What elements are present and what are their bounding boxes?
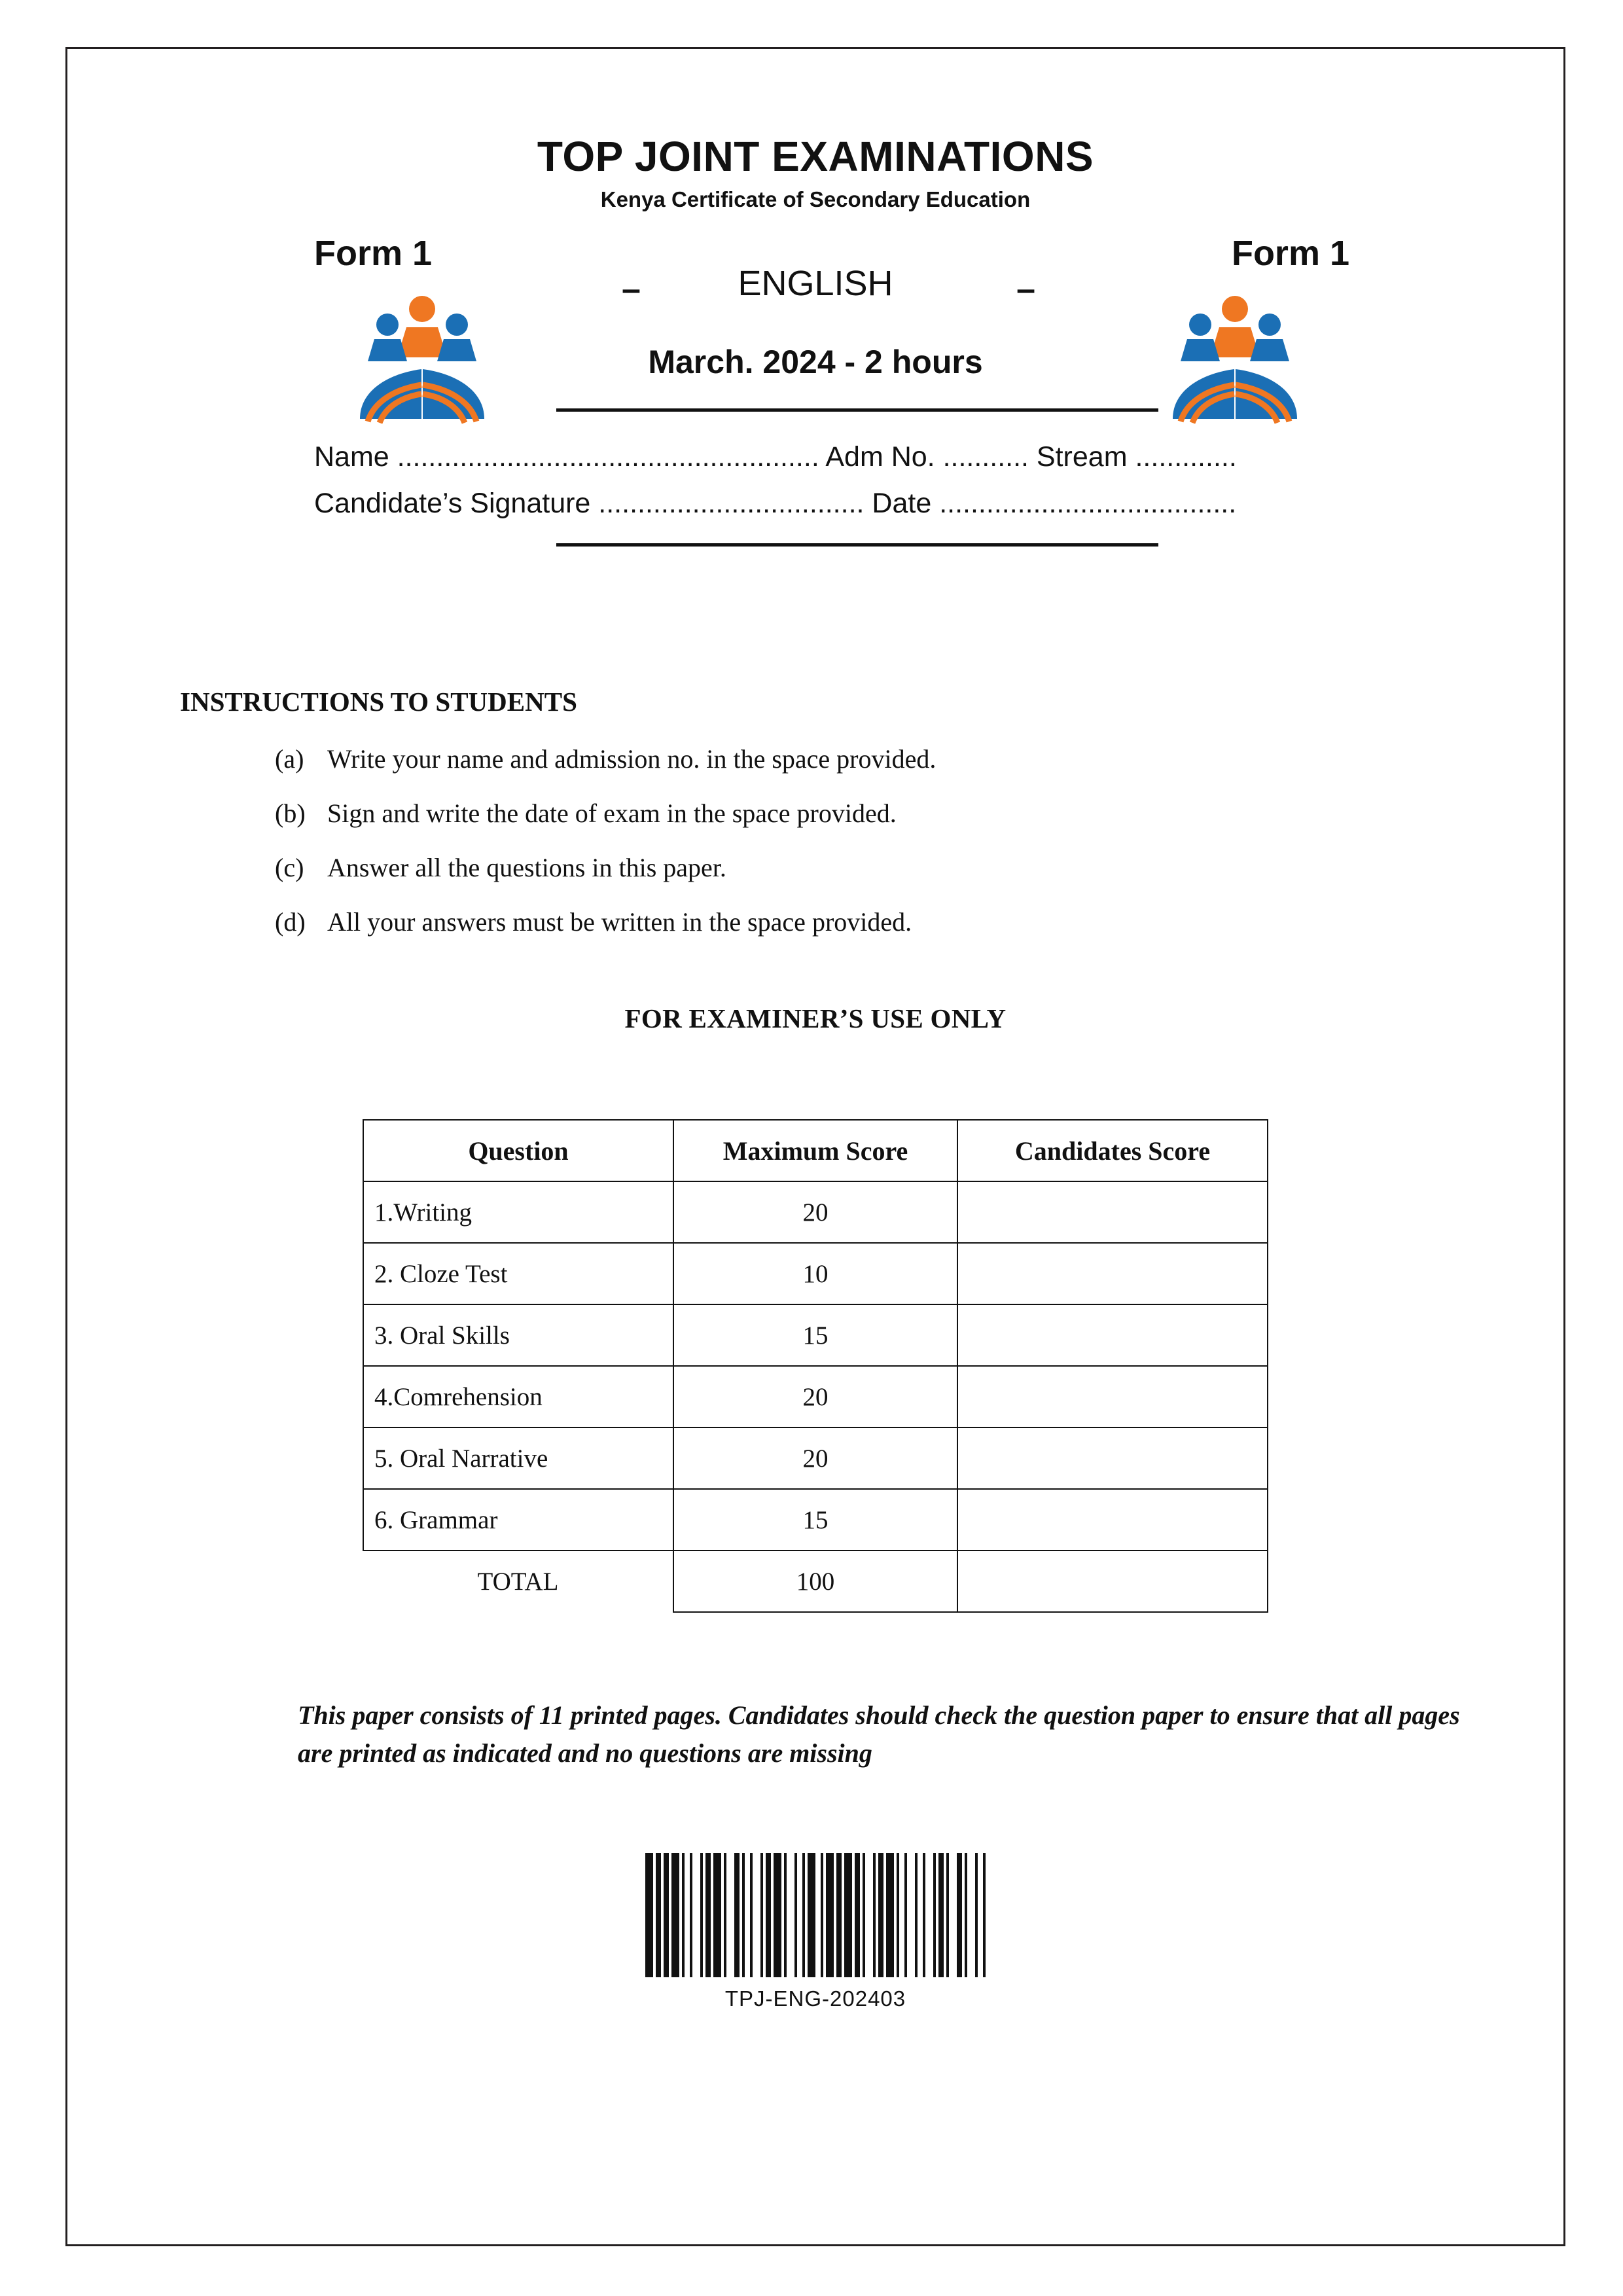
page-count-note: This paper consists of 11 printed pages. Candidates should check the question paper to ensure that all pages are printed as indicated and no questions are missing xyxy=(298,1700,1460,1768)
cell-candidate-score[interactable] xyxy=(957,1181,1268,1243)
cell-candidate-score[interactable] xyxy=(957,1304,1268,1366)
cell-question: 4.Comrehension xyxy=(363,1366,673,1427)
form-level-left: Form 1 xyxy=(314,234,433,273)
students-with-open-book-icon xyxy=(1153,291,1317,428)
cell-maximum-score: 15 xyxy=(673,1489,957,1551)
list-item xyxy=(275,744,1565,774)
table-row xyxy=(363,1304,1268,1366)
exam-sitting: March. 2024 - 2 hours xyxy=(648,344,983,380)
cell-question: 2. Cloze Test xyxy=(363,1243,673,1304)
cell-candidate-score[interactable] xyxy=(957,1366,1268,1427)
list-item xyxy=(275,852,1565,883)
list-item-label: (b) xyxy=(275,798,306,828)
list-item-text: Sign and write the date of exam in the space provided. xyxy=(327,798,897,828)
table-row xyxy=(363,1489,1268,1551)
page-content xyxy=(65,47,1565,2246)
dash-left: – xyxy=(622,270,641,308)
barcode-label: TPJ-ENG-202403 xyxy=(724,1986,906,2011)
score-table-wrapper xyxy=(65,1119,1565,1613)
barcode-image xyxy=(645,1853,986,1977)
column-header-maximum-score: Maximum Score xyxy=(673,1120,957,1181)
cell-candidate-score[interactable] xyxy=(957,1427,1268,1489)
form-level-right: Form 1 xyxy=(1231,234,1349,273)
list-item-text: Answer all the questions in this paper. xyxy=(327,853,726,882)
list-item-text: Write your name and admission no. in the space provided. xyxy=(327,744,936,774)
score-table xyxy=(363,1119,1268,1613)
cell-question: 1.Writing xyxy=(363,1181,673,1243)
column-header-question: Question xyxy=(363,1120,673,1181)
instructions-heading: INSTRUCTIONS TO STUDENTS xyxy=(180,687,577,717)
instructions-list xyxy=(275,744,1565,937)
signature-date-field[interactable]: Candidate’s Signature .................................. Date ...................................... xyxy=(314,488,1237,519)
cell-maximum-score: 20 xyxy=(673,1366,957,1427)
examiner-use-heading: FOR EXAMINER’S USE ONLY xyxy=(624,1003,1007,1033)
table-row xyxy=(363,1243,1268,1304)
students-with-open-book-icon xyxy=(340,291,504,428)
list-item xyxy=(275,798,1565,829)
table-header-row xyxy=(363,1120,1268,1181)
cell-total-maximum: 100 xyxy=(673,1551,957,1612)
list-item-label: (c) xyxy=(275,853,304,882)
table-row xyxy=(363,1181,1268,1243)
table-row xyxy=(363,1366,1268,1427)
name-adm-stream-field[interactable]: Name ...................................................... Adm No. ........... Stream ............. xyxy=(314,441,1237,473)
list-item-text: All your answers must be written in the space provided. xyxy=(327,907,912,937)
header xyxy=(65,132,1565,630)
page-title: TOP JOINT EXAMINATIONS xyxy=(537,133,1094,180)
cell-question: 5. Oral Narrative xyxy=(363,1427,673,1489)
exam-subtitle: Kenya Certificate of Secondary Education xyxy=(600,187,1031,211)
subject-name: ENGLISH xyxy=(738,264,893,303)
list-item-label: (a) xyxy=(275,744,304,774)
column-header-candidates-score: Candidates Score xyxy=(957,1120,1268,1181)
table-row xyxy=(363,1427,1268,1489)
candidate-fields xyxy=(65,441,1565,520)
cell-total-label: TOTAL xyxy=(363,1551,673,1612)
table-total-row xyxy=(363,1551,1268,1612)
cell-question: 6. Grammar xyxy=(363,1489,673,1551)
cell-maximum-score: 10 xyxy=(673,1243,957,1304)
cell-maximum-score: 20 xyxy=(673,1427,957,1489)
list-item xyxy=(275,906,1565,937)
cell-question: 3. Oral Skills xyxy=(363,1304,673,1366)
list-item-label: (d) xyxy=(275,907,306,937)
header-rule-bottom xyxy=(556,543,1158,547)
cell-maximum-score: 15 xyxy=(673,1304,957,1366)
header-rule-top xyxy=(556,408,1158,412)
cell-candidate-score[interactable] xyxy=(957,1489,1268,1551)
barcode-area xyxy=(65,1844,1565,2011)
cell-total-candidate[interactable] xyxy=(957,1551,1268,1612)
header-middle-row xyxy=(65,219,1565,435)
dash-right: – xyxy=(1016,270,1035,308)
cell-candidate-score[interactable] xyxy=(957,1243,1268,1304)
cell-maximum-score: 20 xyxy=(673,1181,957,1243)
